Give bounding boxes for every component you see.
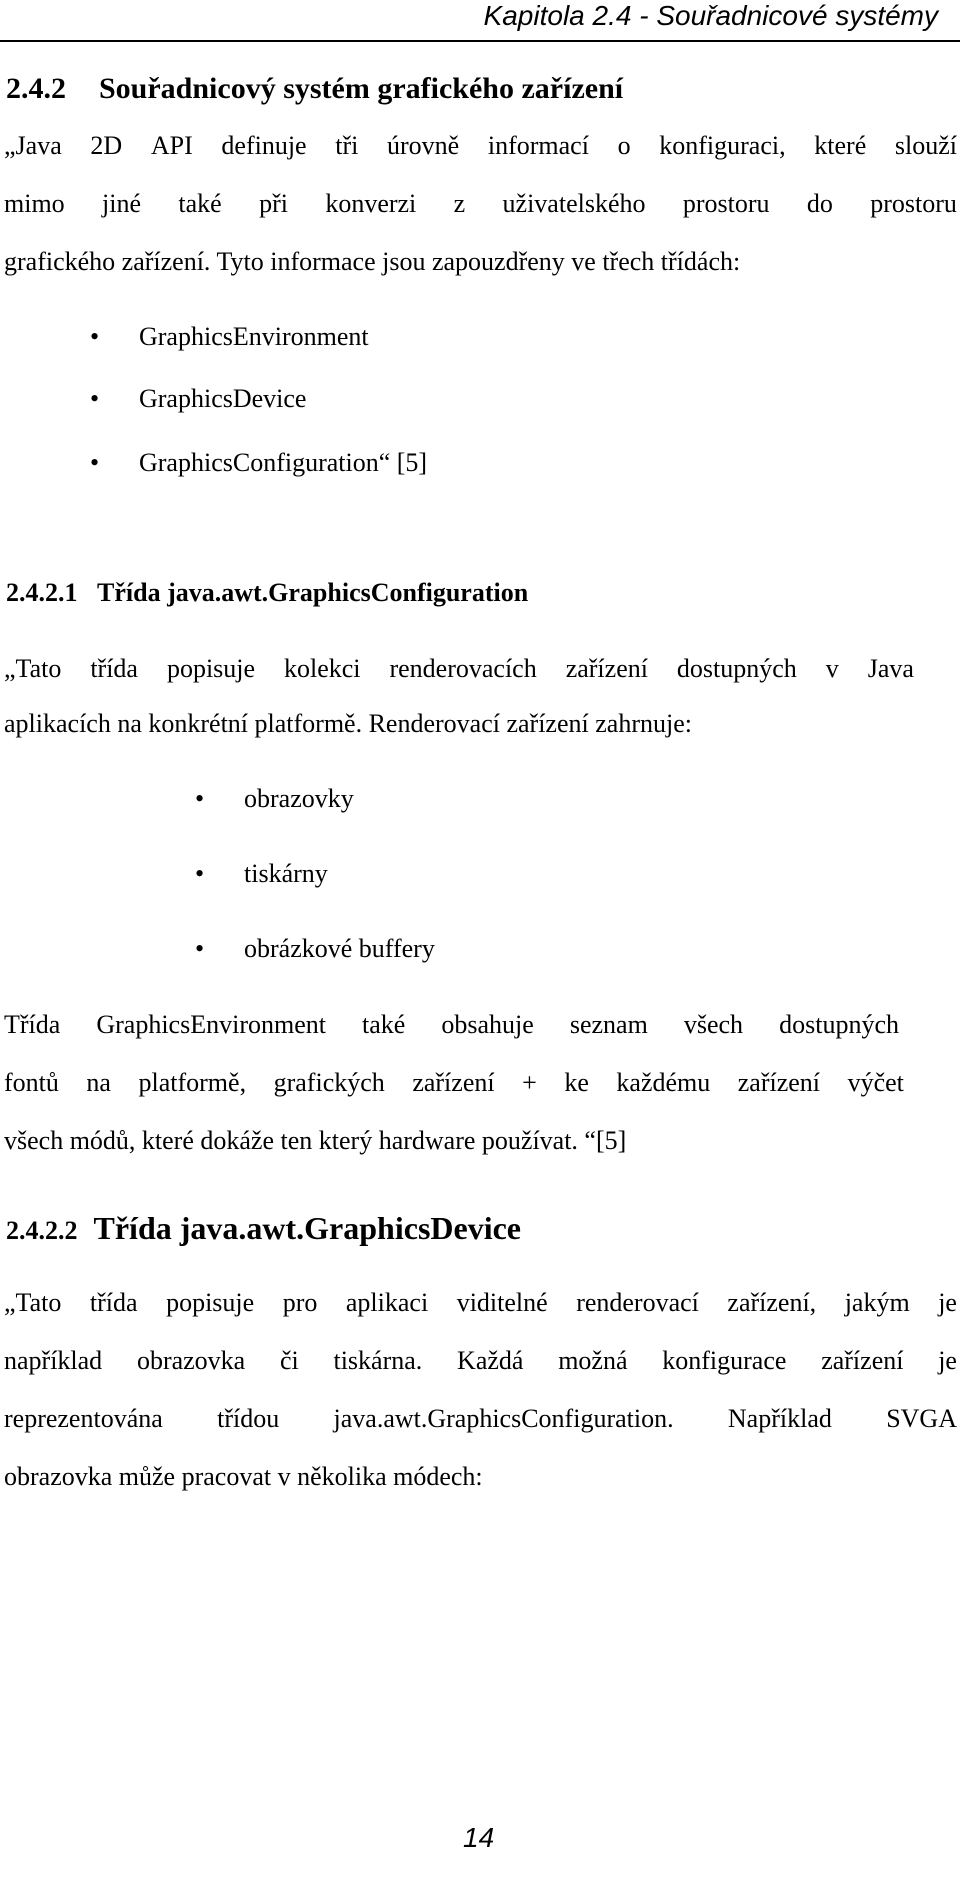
subsection1-para-line-3: všech módů, které dokáže ten který hardware používat. “[5] <box>4 1126 627 1155</box>
word: popisuje <box>166 654 256 683</box>
word: či <box>279 1346 299 1375</box>
list-item <box>90 320 590 354</box>
word: zařízení <box>821 1346 904 1375</box>
section-title: Souřadnicový systém grafického zařízení <box>99 72 624 105</box>
word: seznam <box>569 1010 648 1039</box>
word: je <box>938 1346 957 1375</box>
word: 2D <box>90 131 123 160</box>
list-item <box>90 446 590 480</box>
word: o <box>617 131 631 160</box>
subsection2-line-2 <box>4 1344 957 1378</box>
word: z <box>453 189 466 218</box>
word: + <box>522 1068 537 1097</box>
list-item-label: GraphicsDevice <box>139 384 307 413</box>
section-number: 2.4.2 <box>6 72 66 105</box>
subsection2-line-1 <box>4 1286 957 1320</box>
subsection1-line-1 <box>4 652 914 686</box>
header-rule <box>0 40 960 42</box>
word: „Java <box>4 131 62 160</box>
word: reprezentována <box>4 1404 163 1433</box>
intro-line-3: grafického zařízení. Tyto informace jsou zapouzdřeny ve třech třídách: <box>4 247 741 276</box>
word: API <box>150 131 193 160</box>
word: konverzi <box>325 189 417 218</box>
word: fontů <box>4 1068 59 1097</box>
word: zařízení, <box>727 1288 817 1317</box>
word: konfiguraci, <box>659 131 786 160</box>
word: třída <box>90 654 138 683</box>
word: třída <box>89 1288 138 1317</box>
word: informací <box>487 131 589 160</box>
word: dostupných <box>676 654 797 683</box>
word: uživatelského <box>502 189 646 218</box>
word: tři <box>335 131 359 160</box>
word: v <box>825 654 839 683</box>
word: Například <box>727 1404 832 1433</box>
subsection2-line-4: obrazovka může pracovat v několika módech: <box>4 1462 483 1491</box>
word: na <box>86 1068 111 1097</box>
word: GraphicsEnvironment <box>96 1010 326 1039</box>
word: viditelné <box>456 1288 548 1317</box>
word: zařízení <box>412 1068 495 1097</box>
word: definuje <box>221 131 307 160</box>
word: slouží <box>894 131 957 160</box>
list-item <box>195 857 695 891</box>
word: každému <box>616 1068 711 1097</box>
word: všech <box>683 1010 744 1039</box>
word: Java <box>867 654 914 683</box>
list-item-label: tiskárny <box>244 859 328 888</box>
word: například <box>4 1346 103 1375</box>
running-header: Kapitola 2.4 - Souřadnicové systémy <box>483 0 938 31</box>
word: třídou <box>217 1404 280 1433</box>
page-number: 14 <box>463 1822 495 1853</box>
word: obsahuje <box>441 1010 534 1039</box>
word: renderovacích <box>389 654 537 683</box>
word: „Tato <box>4 1288 62 1317</box>
word: aplikaci <box>345 1288 429 1317</box>
word: tiskárna. <box>333 1346 423 1375</box>
word: které <box>814 131 867 160</box>
list-item <box>195 932 695 966</box>
bullet-icon: • <box>90 322 100 351</box>
word: SVGA <box>886 1404 957 1433</box>
word: Třída <box>4 1010 61 1039</box>
word: ke <box>564 1068 589 1097</box>
word: renderovací <box>576 1288 699 1317</box>
subsection2-line-3 <box>4 1402 957 1436</box>
word: zařízení <box>737 1068 821 1097</box>
subsection-heading-1 <box>6 576 528 610</box>
subsection-title: Třída java.awt.GraphicsDevice <box>93 1210 521 1246</box>
word: možná <box>558 1346 628 1375</box>
word: kolekci <box>284 654 361 683</box>
word: úrovně <box>387 131 460 160</box>
subsection1-para-line-1 <box>4 1008 899 1042</box>
intro-line-2 <box>4 187 957 221</box>
word: obrazovka <box>136 1346 246 1375</box>
word: jiné <box>102 189 142 218</box>
bullet-icon: • <box>90 448 100 477</box>
list-item-label: obrazovky <box>244 784 354 813</box>
word: zařízení <box>565 654 648 683</box>
list-item-label: GraphicsConfiguration“ [5] <box>139 448 428 477</box>
word: Každá <box>457 1346 524 1375</box>
word: také <box>362 1010 406 1039</box>
list-item-label: obrázkové buffery <box>244 934 435 963</box>
bullet-icon: • <box>195 934 205 963</box>
word: dostupných <box>779 1010 899 1039</box>
subsection-title: Třída java.awt.GraphicsConfiguration <box>97 578 529 607</box>
subsection1-line-2: aplikacích na konkrétní platformě. Renderovací zařízení zahrnuje: <box>4 709 692 738</box>
word: „Tato <box>4 654 62 683</box>
subsection1-para-line-2 <box>4 1066 904 1100</box>
list-item <box>90 382 590 416</box>
word: platformě, <box>138 1068 247 1097</box>
word: prostoru <box>682 189 770 218</box>
word: je <box>938 1288 957 1317</box>
bullet-icon: • <box>195 784 205 813</box>
word: jakým <box>844 1288 910 1317</box>
list-item-label: GraphicsEnvironment <box>139 322 369 351</box>
word: java.awt.GraphicsConfiguration. <box>333 1404 674 1433</box>
subsection-number: 2.4.2.1 <box>6 578 78 607</box>
bullet-icon: • <box>195 859 205 888</box>
word: také <box>178 189 222 218</box>
word: grafických <box>273 1068 385 1097</box>
word: prostoru <box>870 189 957 218</box>
word: konfigurace <box>662 1346 787 1375</box>
intro-line-1 <box>4 129 957 163</box>
section-heading <box>6 70 623 108</box>
word: mimo <box>4 189 65 218</box>
word: při <box>259 189 288 218</box>
word: popisuje <box>166 1288 255 1317</box>
word: do <box>806 189 833 218</box>
bullet-icon: • <box>90 384 100 413</box>
word: výčet <box>847 1068 904 1097</box>
subsection-number: 2.4.2.2 <box>6 1216 78 1245</box>
subsection-heading-2 <box>6 1208 521 1251</box>
list-item <box>195 782 695 816</box>
word: pro <box>282 1288 318 1317</box>
